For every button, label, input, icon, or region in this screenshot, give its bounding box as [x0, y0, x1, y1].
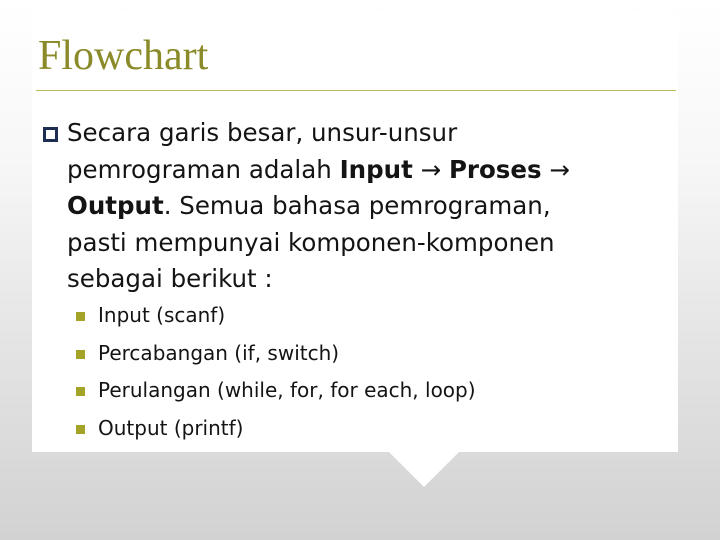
title-divider [36, 90, 676, 91]
list-item-text: Percabangan (if, switch) [98, 340, 340, 365]
filled-square-bullet-icon [76, 312, 85, 321]
filled-square-bullet-icon [76, 350, 85, 359]
filled-square-bullet-icon [76, 425, 85, 434]
slide-panel-pointer [389, 452, 459, 487]
list-item-text: Output (printf) [98, 415, 244, 440]
filled-square-bullet-icon [76, 387, 85, 396]
list-item [72, 372, 672, 410]
main-bullet-line5: sebagai berikut : [67, 264, 273, 293]
list-item [72, 335, 672, 373]
main-bullet-line1: Secara garis besar, unsur-unsur [67, 118, 458, 147]
main-bullet-line2-prefix: pemrograman adalah [67, 154, 340, 184]
slide-title: Flowchart [38, 33, 209, 79]
hollow-square-bullet-icon [43, 127, 58, 142]
list-item-text: Input (scanf) [98, 303, 226, 327]
main-bullet-line3-suffix: . Semua bahasa pemrograman, [163, 191, 551, 220]
output-keyword: Output [67, 191, 164, 220]
list-item [72, 410, 672, 448]
list-item [72, 297, 672, 335]
main-bullet-line4: pasti mempunyai komponen-komponen [67, 227, 555, 257]
right-arrow-icon: → [420, 154, 442, 184]
input-keyword: Input [339, 154, 413, 184]
component-sub-list [72, 297, 672, 447]
main-bullet-text [67, 115, 677, 298]
right-arrow-icon: → [549, 154, 570, 184]
list-item-text: Perulangan (while, for, for each, loop) [98, 378, 476, 403]
proses-keyword: Proses [448, 154, 542, 184]
